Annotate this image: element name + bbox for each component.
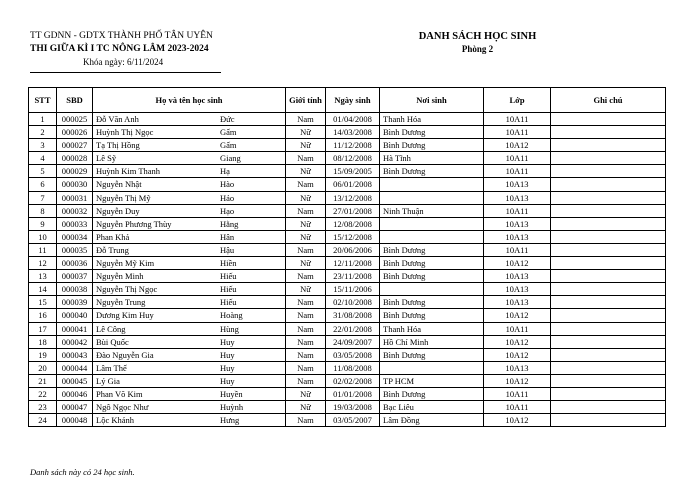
- cell-stt: 3: [29, 139, 57, 152]
- header-right: [395, 30, 560, 56]
- cell-dob: 11/08/2008: [326, 361, 380, 374]
- cell-note: [551, 139, 666, 152]
- cell-gender: Nữ: [286, 401, 326, 414]
- cell-gender: Nữ: [286, 139, 326, 152]
- cell-gender: Nữ: [286, 126, 326, 139]
- cell-note: [551, 217, 666, 230]
- table-row: [29, 335, 666, 348]
- cell-gender: Nam: [286, 270, 326, 283]
- student-given-name: Huyền: [220, 388, 243, 399]
- cell-pob: Hà Tĩnh: [380, 152, 484, 165]
- student-surname: Lý Gia: [96, 375, 120, 386]
- col-header-dob: Ngày sinh: [326, 88, 380, 113]
- table-row: [29, 374, 666, 387]
- cell-note: [551, 270, 666, 283]
- cell-class: 10A11: [484, 152, 551, 165]
- student-given-name: Huy: [220, 375, 235, 386]
- cell-dob: 03/05/2007: [326, 414, 380, 427]
- col-header-note: Ghi chú: [551, 88, 666, 113]
- cell-class: 10A11: [484, 387, 551, 400]
- cell-class: 10A13: [484, 283, 551, 296]
- student-surname: Ngô Ngọc Như: [96, 402, 149, 413]
- cell-stt: 6: [29, 178, 57, 191]
- student-surname: Nguyễn Thị Ngọc: [96, 284, 158, 295]
- table-row: [29, 191, 666, 204]
- cell-sbd: 000040: [57, 309, 93, 322]
- cell-stt: 4: [29, 152, 57, 165]
- student-surname: Phan Võ Kim: [96, 388, 143, 399]
- cell-dob: 02/02/2008: [326, 374, 380, 387]
- cell-name: [93, 296, 286, 309]
- cell-stt: 23: [29, 401, 57, 414]
- cell-class: 10A12: [484, 139, 551, 152]
- student-surname: Dương Kim Huy: [96, 310, 154, 321]
- cell-gender: Nữ: [286, 165, 326, 178]
- cell-stt: 22: [29, 387, 57, 400]
- cell-pob: Lâm Đồng: [380, 414, 484, 427]
- cell-dob: 03/05/2008: [326, 348, 380, 361]
- student-given-name: Hạo: [220, 205, 235, 216]
- cell-note: [551, 414, 666, 427]
- table-row: [29, 217, 666, 230]
- exam-date: Khóa ngày: 6/11/2024: [83, 57, 164, 67]
- student-given-name: Hậu: [220, 244, 235, 255]
- cell-name: [93, 414, 286, 427]
- cell-note: [551, 283, 666, 296]
- cell-dob: 22/01/2008: [326, 322, 380, 335]
- cell-gender: Nam: [286, 414, 326, 427]
- cell-note: [551, 361, 666, 374]
- cell-sbd: 000025: [57, 113, 93, 126]
- cell-name: [93, 348, 286, 361]
- cell-name: [93, 204, 286, 217]
- cell-name: [93, 401, 286, 414]
- cell-gender: Nam: [286, 335, 326, 348]
- table-body: [29, 113, 666, 427]
- table-row: [29, 322, 666, 335]
- table-row: [29, 401, 666, 414]
- student-given-name: Hưng: [220, 415, 240, 426]
- cell-class: 10A12: [484, 414, 551, 427]
- cell-note: [551, 309, 666, 322]
- cell-dob: 27/01/2008: [326, 204, 380, 217]
- cell-class: 10A13: [484, 270, 551, 283]
- cell-dob: 11/12/2008: [326, 139, 380, 152]
- cell-sbd: 000036: [57, 257, 93, 270]
- organization-name: TT GDNN - GDTX THÀNH PHỐ TÂN UYÊN: [30, 31, 213, 41]
- student-surname: Nguyễn Mỹ Kim: [96, 258, 155, 269]
- cell-gender: Nữ: [286, 230, 326, 243]
- col-header-sbd: SBD: [57, 88, 93, 113]
- cell-gender: Nam: [286, 309, 326, 322]
- cell-dob: 14/03/2008: [326, 126, 380, 139]
- student-surname: Nguyễn Nhật: [96, 179, 142, 190]
- cell-stt: 19: [29, 348, 57, 361]
- cell-stt: 24: [29, 414, 57, 427]
- cell-sbd: 000033: [57, 217, 93, 230]
- cell-class: 10A11: [484, 204, 551, 217]
- col-header-stt: STT: [29, 88, 57, 113]
- student-given-name: Huy: [220, 349, 235, 360]
- student-given-name: Hân: [220, 231, 235, 242]
- cell-note: [551, 126, 666, 139]
- table-row: [29, 361, 666, 374]
- student-surname: Lê Sỹ: [96, 153, 117, 164]
- student-given-name: Giang: [220, 153, 241, 164]
- cell-sbd: 000032: [57, 204, 93, 217]
- cell-stt: 11: [29, 243, 57, 256]
- cell-note: [551, 348, 666, 361]
- cell-name: [93, 387, 286, 400]
- cell-stt: 9: [29, 217, 57, 230]
- student-given-name: Gấm: [220, 140, 237, 151]
- cell-name: [93, 178, 286, 191]
- cell-stt: 15: [29, 296, 57, 309]
- cell-dob: 19/03/2008: [326, 401, 380, 414]
- cell-class: 10A11: [484, 401, 551, 414]
- cell-note: [551, 230, 666, 243]
- cell-pob: Bạc Liêu: [380, 401, 484, 414]
- exam-name: THI GIỮA KÌ I TC NÔNG LÂM 2023-2024: [30, 44, 209, 54]
- cell-class: 10A12: [484, 257, 551, 270]
- cell-dob: 01/01/2008: [326, 387, 380, 400]
- table-row: [29, 309, 666, 322]
- cell-name: [93, 217, 286, 230]
- cell-sbd: 000039: [57, 296, 93, 309]
- student-given-name: Gấm: [220, 127, 237, 138]
- table-row: [29, 113, 666, 126]
- student-surname: Huỳnh Kim Thanh: [96, 166, 161, 177]
- cell-note: [551, 401, 666, 414]
- cell-gender: Nữ: [286, 191, 326, 204]
- cell-sbd: 000046: [57, 387, 93, 400]
- cell-stt: 21: [29, 374, 57, 387]
- cell-name: [93, 165, 286, 178]
- col-header-class: Lớp: [484, 88, 551, 113]
- cell-gender: Nam: [286, 322, 326, 335]
- cell-sbd: 000037: [57, 270, 93, 283]
- cell-pob: Bình Dương: [380, 126, 484, 139]
- cell-dob: 01/04/2008: [326, 113, 380, 126]
- cell-class: 10A13: [484, 178, 551, 191]
- cell-stt: 5: [29, 165, 57, 178]
- table-header-row: [29, 88, 666, 113]
- cell-class: 10A11: [484, 113, 551, 126]
- cell-dob: 12/08/2008: [326, 217, 380, 230]
- cell-pob: Bình Dương: [380, 243, 484, 256]
- cell-gender: Nam: [286, 204, 326, 217]
- cell-note: [551, 257, 666, 270]
- table-row: [29, 257, 666, 270]
- cell-stt: 17: [29, 322, 57, 335]
- cell-stt: 20: [29, 361, 57, 374]
- student-given-name: Đức: [220, 114, 235, 124]
- student-surname: Lâm Thế: [96, 362, 127, 373]
- student-surname: Huỳnh Thị Ngọc: [96, 127, 154, 138]
- student-given-name: Hoàng: [220, 310, 243, 321]
- cell-pob: Bình Dương: [380, 165, 484, 178]
- cell-name: [93, 270, 286, 283]
- student-table: [28, 87, 666, 427]
- cell-name: [93, 230, 286, 243]
- cell-name: [93, 243, 286, 256]
- cell-class: 10A13: [484, 217, 551, 230]
- cell-dob: 08/12/2008: [326, 152, 380, 165]
- cell-sbd: 000028: [57, 152, 93, 165]
- cell-stt: 7: [29, 191, 57, 204]
- table-row: [29, 152, 666, 165]
- page-title: DANH SÁCH HỌC SINH: [418, 31, 537, 42]
- cell-name: [93, 139, 286, 152]
- cell-gender: Nam: [286, 296, 326, 309]
- col-header-name: Họ và tên học sinh: [93, 88, 286, 113]
- cell-dob: 06/01/2008: [326, 178, 380, 191]
- student-given-name: Hào: [220, 179, 235, 190]
- student-surname: Nguyễn Trung: [96, 297, 146, 308]
- cell-name: [93, 126, 286, 139]
- cell-sbd: 000027: [57, 139, 93, 152]
- cell-pob: Ninh Thuận: [380, 204, 484, 217]
- room-label: Phòng 2: [461, 44, 494, 54]
- table-row: [29, 243, 666, 256]
- student-surname: Đỗ Trung: [96, 244, 129, 255]
- table-row: [29, 348, 666, 361]
- cell-name: [93, 361, 286, 374]
- cell-name: [93, 322, 286, 335]
- cell-class: 10A11: [484, 165, 551, 178]
- student-surname: Nguyễn Phương Thùy: [96, 218, 172, 229]
- cell-pob: Bình Dương: [380, 348, 484, 361]
- table-row: [29, 270, 666, 283]
- cell-dob: 20/06/2006: [326, 243, 380, 256]
- cell-pob: [380, 217, 484, 230]
- student-given-name: Hằng: [220, 218, 239, 229]
- cell-name: [93, 335, 286, 348]
- cell-gender: Nam: [286, 152, 326, 165]
- table-row: [29, 139, 666, 152]
- cell-sbd: 000045: [57, 374, 93, 387]
- cell-note: [551, 296, 666, 309]
- cell-class: 10A12: [484, 374, 551, 387]
- cell-class: 10A11: [484, 243, 551, 256]
- cell-pob: [380, 283, 484, 296]
- cell-pob: Thanh Hóa: [380, 322, 484, 335]
- cell-sbd: 000031: [57, 191, 93, 204]
- cell-stt: 16: [29, 309, 57, 322]
- cell-gender: Nữ: [286, 283, 326, 296]
- cell-dob: 31/08/2008: [326, 309, 380, 322]
- table-row: [29, 178, 666, 191]
- cell-sbd: 000026: [57, 126, 93, 139]
- cell-sbd: 000029: [57, 165, 93, 178]
- cell-class: 10A13: [484, 361, 551, 374]
- cell-dob: 23/11/2008: [326, 270, 380, 283]
- cell-pob: [380, 178, 484, 191]
- student-given-name: Huỳnh: [220, 402, 244, 413]
- cell-gender: Nam: [286, 361, 326, 374]
- cell-gender: Nam: [286, 348, 326, 361]
- cell-sbd: 000038: [57, 283, 93, 296]
- cell-dob: 12/11/2008: [326, 257, 380, 270]
- student-surname: Nguyễn Minh: [96, 271, 144, 282]
- student-surname: Phan Khả: [96, 231, 130, 242]
- student-given-name: Hạ: [220, 166, 230, 177]
- cell-note: [551, 322, 666, 335]
- cell-dob: 13/12/2008: [326, 191, 380, 204]
- cell-stt: 2: [29, 126, 57, 139]
- table-row: [29, 126, 666, 139]
- cell-pob: [380, 191, 484, 204]
- cell-name: [93, 309, 286, 322]
- cell-pob: [380, 361, 484, 374]
- student-surname: Nguyễn Thị Mỹ: [96, 192, 151, 203]
- cell-stt: 18: [29, 335, 57, 348]
- col-header-pob: Nơi sinh: [380, 88, 484, 113]
- student-given-name: Huy: [220, 336, 235, 347]
- cell-sbd: 000047: [57, 401, 93, 414]
- cell-dob: 02/10/2008: [326, 296, 380, 309]
- student-surname: Tạ Thị Hồng: [96, 140, 140, 151]
- cell-sbd: 000041: [57, 322, 93, 335]
- cell-note: [551, 243, 666, 256]
- cell-gender: Nữ: [286, 217, 326, 230]
- cell-gender: Nam: [286, 243, 326, 256]
- footnote: Danh sách này có 24 học sinh.: [30, 467, 135, 477]
- cell-gender: Nữ: [286, 257, 326, 270]
- table-row: [29, 283, 666, 296]
- cell-dob: 15/11/2006: [326, 283, 380, 296]
- cell-sbd: 000035: [57, 243, 93, 256]
- student-surname: Đào Nguyễn Gia: [96, 349, 154, 360]
- cell-stt: 1: [29, 113, 57, 126]
- student-given-name: Hùng: [220, 323, 239, 334]
- cell-pob: Bình Dương: [380, 309, 484, 322]
- table-row: [29, 230, 666, 243]
- cell-gender: Nữ: [286, 387, 326, 400]
- cell-note: [551, 374, 666, 387]
- cell-note: [551, 178, 666, 191]
- cell-sbd: 000048: [57, 414, 93, 427]
- cell-note: [551, 113, 666, 126]
- header-divider: [30, 72, 221, 73]
- cell-dob: 24/09/2007: [326, 335, 380, 348]
- cell-pob: Bình Dương: [380, 257, 484, 270]
- cell-pob: Bình Dương: [380, 139, 484, 152]
- cell-note: [551, 204, 666, 217]
- student-surname: Lộc Khánh: [96, 415, 135, 426]
- cell-pob: Thanh Hóa: [380, 113, 484, 126]
- cell-dob: 15/12/2008: [326, 230, 380, 243]
- cell-gender: Nam: [286, 178, 326, 191]
- student-surname: Nguyễn Duy: [96, 205, 140, 216]
- cell-class: 10A13: [484, 296, 551, 309]
- cell-note: [551, 191, 666, 204]
- cell-stt: 14: [29, 283, 57, 296]
- cell-sbd: 000042: [57, 335, 93, 348]
- cell-sbd: 000034: [57, 230, 93, 243]
- table-row: [29, 204, 666, 217]
- cell-class: 10A13: [484, 191, 551, 204]
- header-left: [30, 30, 230, 69]
- cell-name: [93, 113, 286, 126]
- cell-gender: Nam: [286, 374, 326, 387]
- cell-class: 10A13: [484, 230, 551, 243]
- table-row: [29, 296, 666, 309]
- table-row: [29, 165, 666, 178]
- cell-class: 10A11: [484, 322, 551, 335]
- cell-pob: Bình Dương: [380, 387, 484, 400]
- cell-class: 10A11: [484, 126, 551, 139]
- cell-stt: 12: [29, 257, 57, 270]
- cell-sbd: 000043: [57, 348, 93, 361]
- cell-note: [551, 165, 666, 178]
- cell-class: 10A12: [484, 309, 551, 322]
- cell-name: [93, 374, 286, 387]
- cell-pob: Hồ Chí Minh: [380, 335, 484, 348]
- cell-note: [551, 152, 666, 165]
- student-surname: Lê Công: [96, 323, 126, 334]
- cell-stt: 10: [29, 230, 57, 243]
- student-given-name: Hiếu: [220, 284, 237, 295]
- cell-name: [93, 191, 286, 204]
- cell-class: 10A12: [484, 335, 551, 348]
- cell-name: [93, 152, 286, 165]
- cell-pob: [380, 230, 484, 243]
- cell-class: 10A12: [484, 348, 551, 361]
- student-surname: Đỗ Văn Anh: [96, 114, 139, 124]
- cell-pob: TP HCM: [380, 374, 484, 387]
- student-surname: Bùi Quốc: [96, 336, 129, 347]
- cell-pob: Bình Dương: [380, 296, 484, 309]
- cell-note: [551, 335, 666, 348]
- col-header-gender: Giới tính: [286, 88, 326, 113]
- table-row: [29, 414, 666, 427]
- cell-sbd: 000030: [57, 178, 93, 191]
- student-given-name: Huy: [220, 362, 235, 373]
- student-given-name: Hảo: [220, 192, 235, 203]
- cell-dob: 15/09/2005: [326, 165, 380, 178]
- cell-note: [551, 387, 666, 400]
- student-given-name: Hiền: [220, 258, 237, 269]
- cell-name: [93, 283, 286, 296]
- cell-name: [93, 257, 286, 270]
- cell-stt: 8: [29, 204, 57, 217]
- table-row: [29, 387, 666, 400]
- student-given-name: Hiếu: [220, 271, 237, 282]
- student-given-name: Hiếu: [220, 297, 237, 308]
- cell-pob: Bình Dương: [380, 270, 484, 283]
- cell-stt: 13: [29, 270, 57, 283]
- cell-sbd: 000044: [57, 361, 93, 374]
- cell-gender: Nam: [286, 113, 326, 126]
